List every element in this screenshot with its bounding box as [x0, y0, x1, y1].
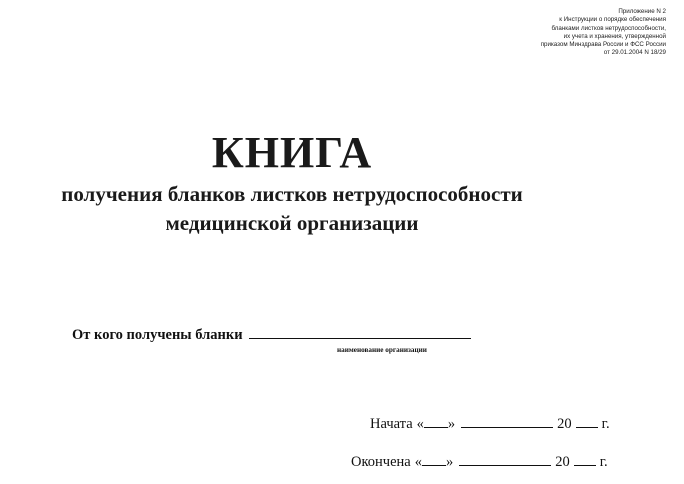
finished-close-quote: »	[445, 454, 454, 470]
document-title: КНИГА	[211, 128, 373, 177]
finished-month-field[interactable]	[459, 453, 551, 466]
started-month-field[interactable]	[461, 415, 553, 428]
appendix-line: приказом Минздрава России и ФСС России	[540, 41, 666, 49]
started-day-field[interactable]	[424, 415, 448, 428]
finished-year-field[interactable]	[574, 453, 596, 466]
finished-year-prefix: 20	[555, 454, 570, 470]
finished-date-row	[351, 452, 608, 472]
finished-label: Окончена	[351, 454, 411, 470]
from-org-caption: наименование организации	[337, 346, 427, 354]
from-org-label: От кого получены бланки	[72, 327, 243, 343]
appendix-line: их учета и хранения, утвержденной	[563, 32, 666, 40]
started-date-row	[370, 414, 610, 434]
finished-day-field[interactable]	[422, 453, 446, 466]
from-org-row	[72, 325, 471, 345]
started-year-prefix: 20	[557, 416, 572, 432]
appendix-line: от 29.01.2004 N 18/29	[603, 49, 666, 57]
appendix-line: бланками листков нетрудоспособности,	[551, 24, 666, 32]
from-org-field[interactable]	[249, 326, 471, 339]
document-subtitle-line-2: медицинской организации	[165, 211, 419, 235]
started-open-quote: «	[416, 416, 424, 432]
appendix-line: к Инструкции о порядке обеспечения	[559, 16, 666, 24]
document-subtitle-line-1: получения бланков листков нетрудоспособности	[61, 182, 523, 206]
started-year-field[interactable]	[576, 415, 598, 428]
started-year-suffix: г.	[601, 416, 610, 432]
started-label: Начата	[370, 416, 413, 432]
finished-open-quote: «	[414, 454, 422, 470]
appendix-note	[446, 8, 666, 58]
started-close-quote: »	[447, 416, 456, 432]
appendix-line: Приложение N 2	[618, 8, 666, 15]
finished-year-suffix: г.	[599, 454, 608, 470]
